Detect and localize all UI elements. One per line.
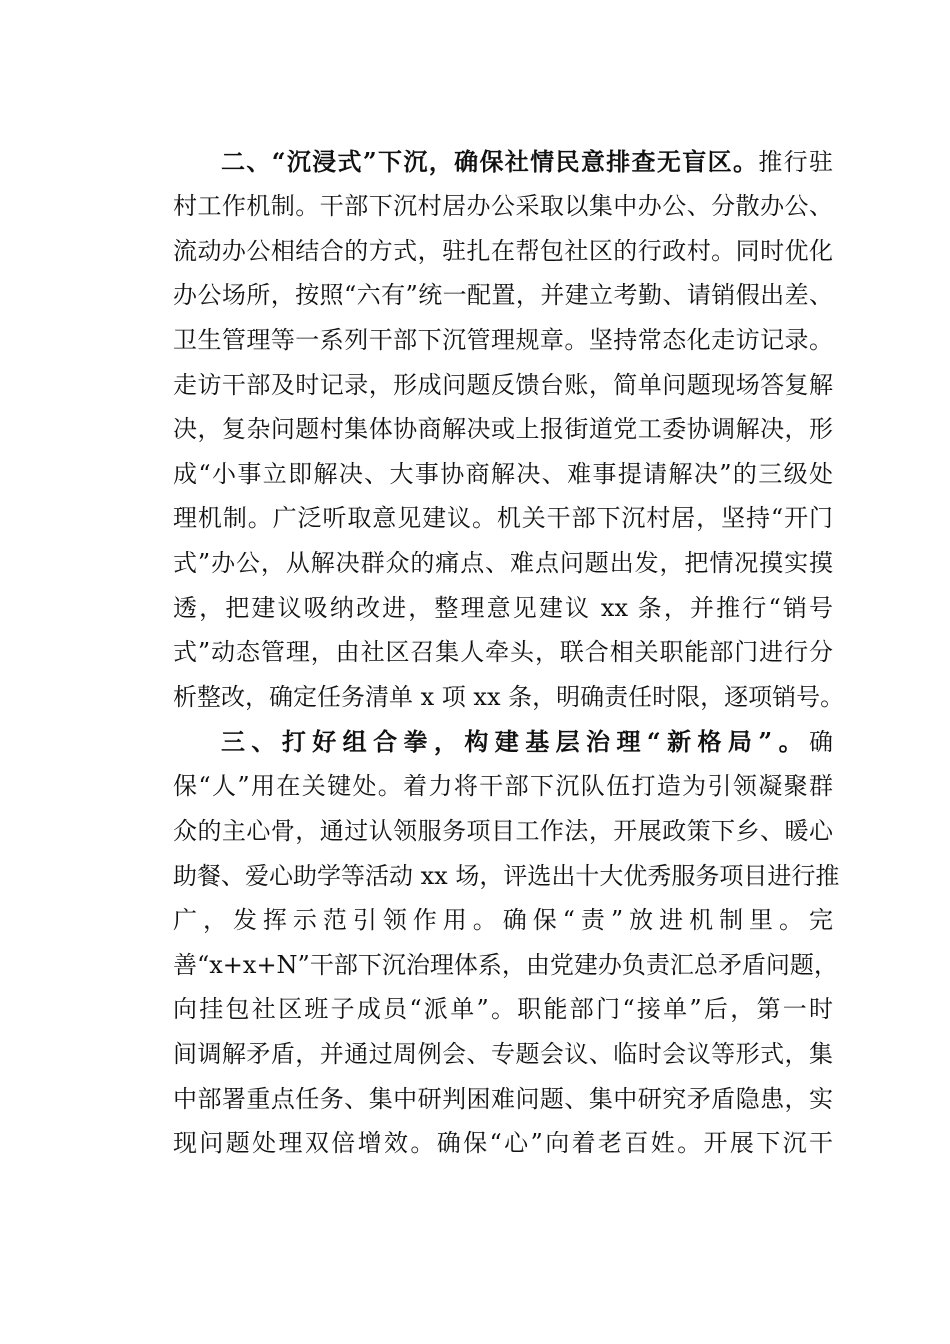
section-heading-3: 三、打好组合拳，构建基层治理“新格局”。: [221, 727, 809, 756]
paragraph-2-line-5: 卫生管理等一系列干部下沉管理规章。坚持常态化走访记录。: [173, 326, 833, 354]
paragraph-2-line-12: 式”动态管理，由社区召集人牵头，联合相关职能部门进行分: [173, 638, 833, 666]
paragraph-2-line-11: 透，把建议吸纳改进，整理意见建议 xx 条，并推行“销号: [173, 594, 833, 622]
paragraph-2-line-4: 办公场所，按照“六有”统一配置，并建立考勤、请销假出差、: [173, 281, 833, 309]
paragraph-2-line-1: [221, 140, 833, 184]
paragraph-2-line-13: 析整改，确定任务清单 x 项 xx 条，明确责任时限，逐项销号。: [173, 683, 845, 711]
paragraph-3-line-10: 现问题处理双倍增效。确保“心”向着老百姓。开展下沉干: [173, 1129, 833, 1157]
paragraph-2-line-9: 理机制。广泛听取意见建议。机关干部下沉村居，坚持“开门: [173, 504, 833, 532]
paragraph-3-line-8: 间调解矛盾，并通过周例会、专题会议、临时会议等形式，集: [173, 1040, 833, 1068]
paragraph-3-line-3: 众的主心骨，通过认领服务项目工作法，开展政策下乡、暖心: [173, 817, 833, 845]
paragraph-2-line-7: 决，复杂问题村集体协商解决或上报街道党工委协调解决，形: [173, 415, 833, 443]
paragraph-3-line-4: 助餐、爱心助学等活动 xx 场，评选出十大优秀服务项目进行推: [173, 862, 840, 890]
line-text: 推行驻: [758, 148, 834, 176]
paragraph-2-line-3: 流动办公相结合的方式，驻扎在帮包社区的行政村。同时优化: [173, 237, 833, 265]
paragraph-3-line-2: 保“人”用在关键处。着力将干部下沉队伍打造为引领凝聚群: [173, 772, 833, 800]
paragraph-3-line-7: 向挂包社区班子成员“派单”。职能部门“接单”后，第一时: [173, 995, 833, 1023]
paragraph-3-line-9: 中部署重点任务、集中研判困难问题、集中研究矛盾隐患，实: [173, 1085, 833, 1113]
section-heading-2: 二、“沉浸式”下沉，确保社情民意排查无盲区。: [221, 147, 759, 176]
paragraph-3-line-5: 广，发挥示范引领作用。确保“责”放进机制里。完: [173, 906, 833, 934]
paragraph-2-line-2: 村工作机制。干部下沉村居办公采取以集中办公、分散办公、: [173, 192, 833, 220]
paragraph-2-line-6: 走访干部及时记录，形成问题反馈台账，简单问题现场答复解: [173, 371, 833, 399]
paragraph-2-line-10: 式”办公，从解决群众的痛点、难点问题出发，把情况摸实摸: [173, 549, 833, 577]
paragraph-3-line-6: 善“x+x+N”干部下沉治理体系，由党建办负责汇总矛盾问题，: [173, 951, 838, 979]
line-text: 确: [809, 728, 833, 756]
paragraph-2-line-8: 成“小事立即解决、大事协商解决、难事提请解决”的三级处: [173, 460, 833, 488]
paragraph-3-line-1: [221, 720, 833, 764]
